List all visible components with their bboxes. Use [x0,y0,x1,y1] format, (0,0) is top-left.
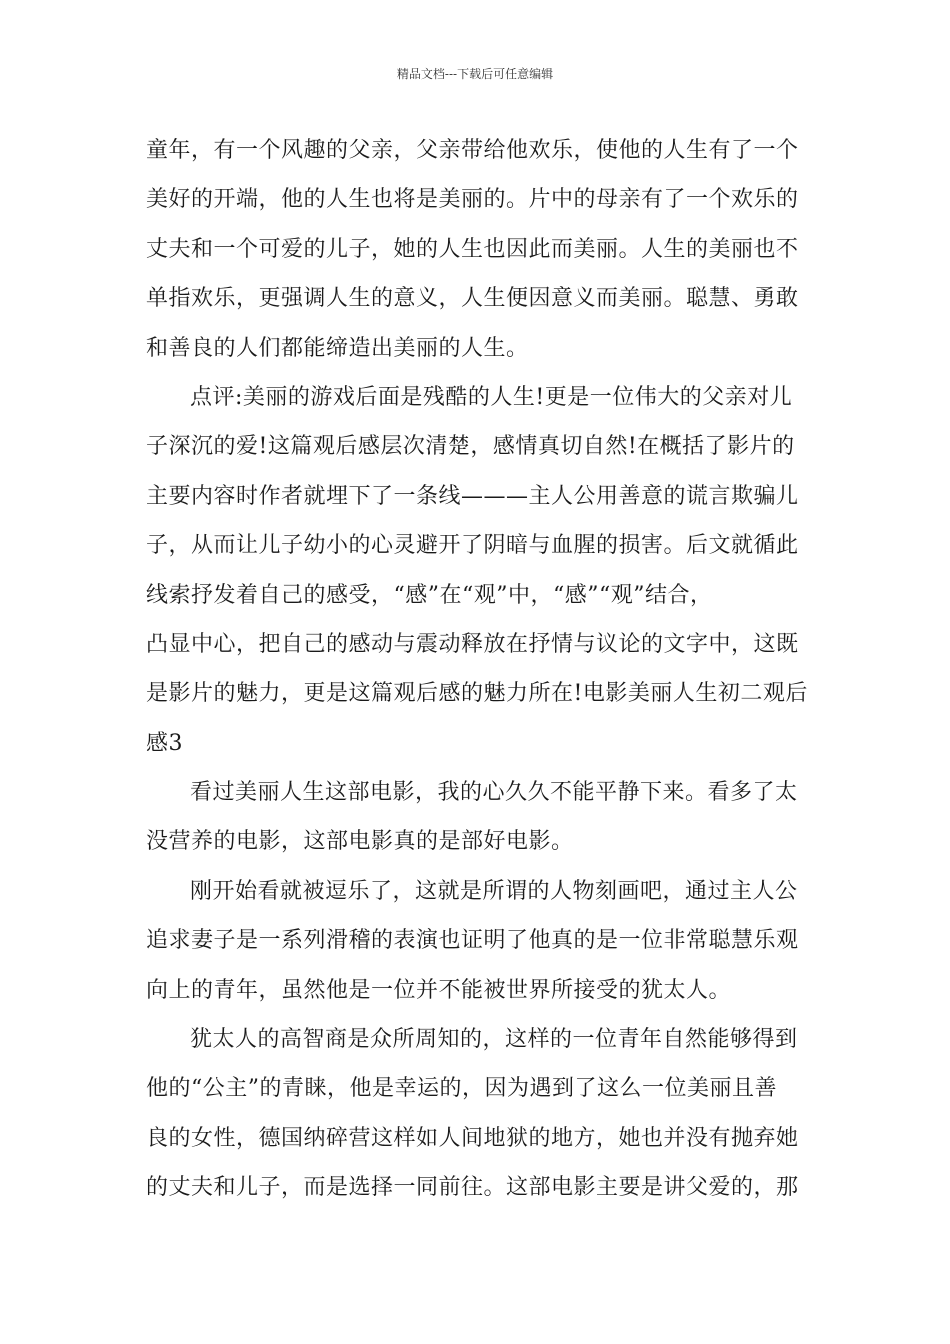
text-line: 追求妻子是一系列滑稽的表演也证明了他真的是一位非常聪慧乐观 [146,928,799,954]
paragraph [146,1015,810,1213]
text-line: 丈夫和一个可爱的儿子，她的人生也因此而美丽。人生的美丽也不 [146,236,799,262]
text-line: 是影片的魅力，更是这篇观后感的魅力所在!电影美丽人生初二观后 [146,681,808,707]
text-line: 没营养的电影，这部电影真的是部好电影。 [146,829,574,855]
text-line: 主要内容时作者就埋下了一条线———主人公用善意的谎言欺骗儿 [146,483,799,509]
text-line: 良的女性，德国纳碎营这样如人间地狱的地方，她也并没有抛弃她 [146,1125,799,1151]
text-line: 感3 [146,730,183,756]
text-line: 向上的青年，虽然他是一位并不能被世界所接受的犹太人。 [146,977,732,1003]
text-line: 美好的开端，他的人生也将是美丽的。片中的母亲有了一个欢乐的 [146,187,799,213]
paragraph [146,373,810,768]
text-line: 童年，有一个风趣的父亲，父亲带给他欢乐，使他的人生有了一个 [146,138,799,163]
text-line: 的丈夫和儿子，而是选择一同前往。这部电影主要是讲父爱的，那 [146,1175,799,1201]
text-line: 单指欢乐，更强调人生的意义，人生便因意义而美丽。聪慧、勇敢 [146,286,799,312]
text-line: 和善良的人们都能缔造出美丽的人生。 [146,335,529,361]
paragraph [146,867,810,1015]
text-line: 点评:美丽的游戏后面是残酷的人生!更是一位伟大的父亲对儿 [190,384,793,410]
paragraph [146,768,810,867]
paragraph [146,126,810,373]
text-line: 他的“公主”的青睐，他是幸运的，因为遇到了这么一位美丽且善 [146,1076,777,1102]
text-line: 子深沉的爱!这篇观后感层次清楚，感情真切自然!在概括了影片的 [146,434,795,460]
page-header: 精品文档---下载后可任意编辑 [396,67,554,81]
text-line: 线索抒发着自己的感受，“感”在“观”中，“感”“观”结合， [146,582,713,608]
text-line: 刚开始看就被逗乐了，这就是所谓的人物刻画吧，通过主人公 [190,878,798,904]
text-line: 看过美丽人生这部电影，我的心久久不能平静下来。看多了太 [190,780,798,806]
text-line: 凸显中心，把自己的感动与震动释放在抒情与议论的文字中，这既 [146,631,799,657]
text-line: 子，从而让儿子幼小的心灵避开了阴暗与血腥的损害。后文就循此 [146,533,799,559]
text-line: 犹太人的高智商是众所周知的，这样的一位青年自然能够得到 [190,1027,798,1053]
document-body [146,126,810,1213]
